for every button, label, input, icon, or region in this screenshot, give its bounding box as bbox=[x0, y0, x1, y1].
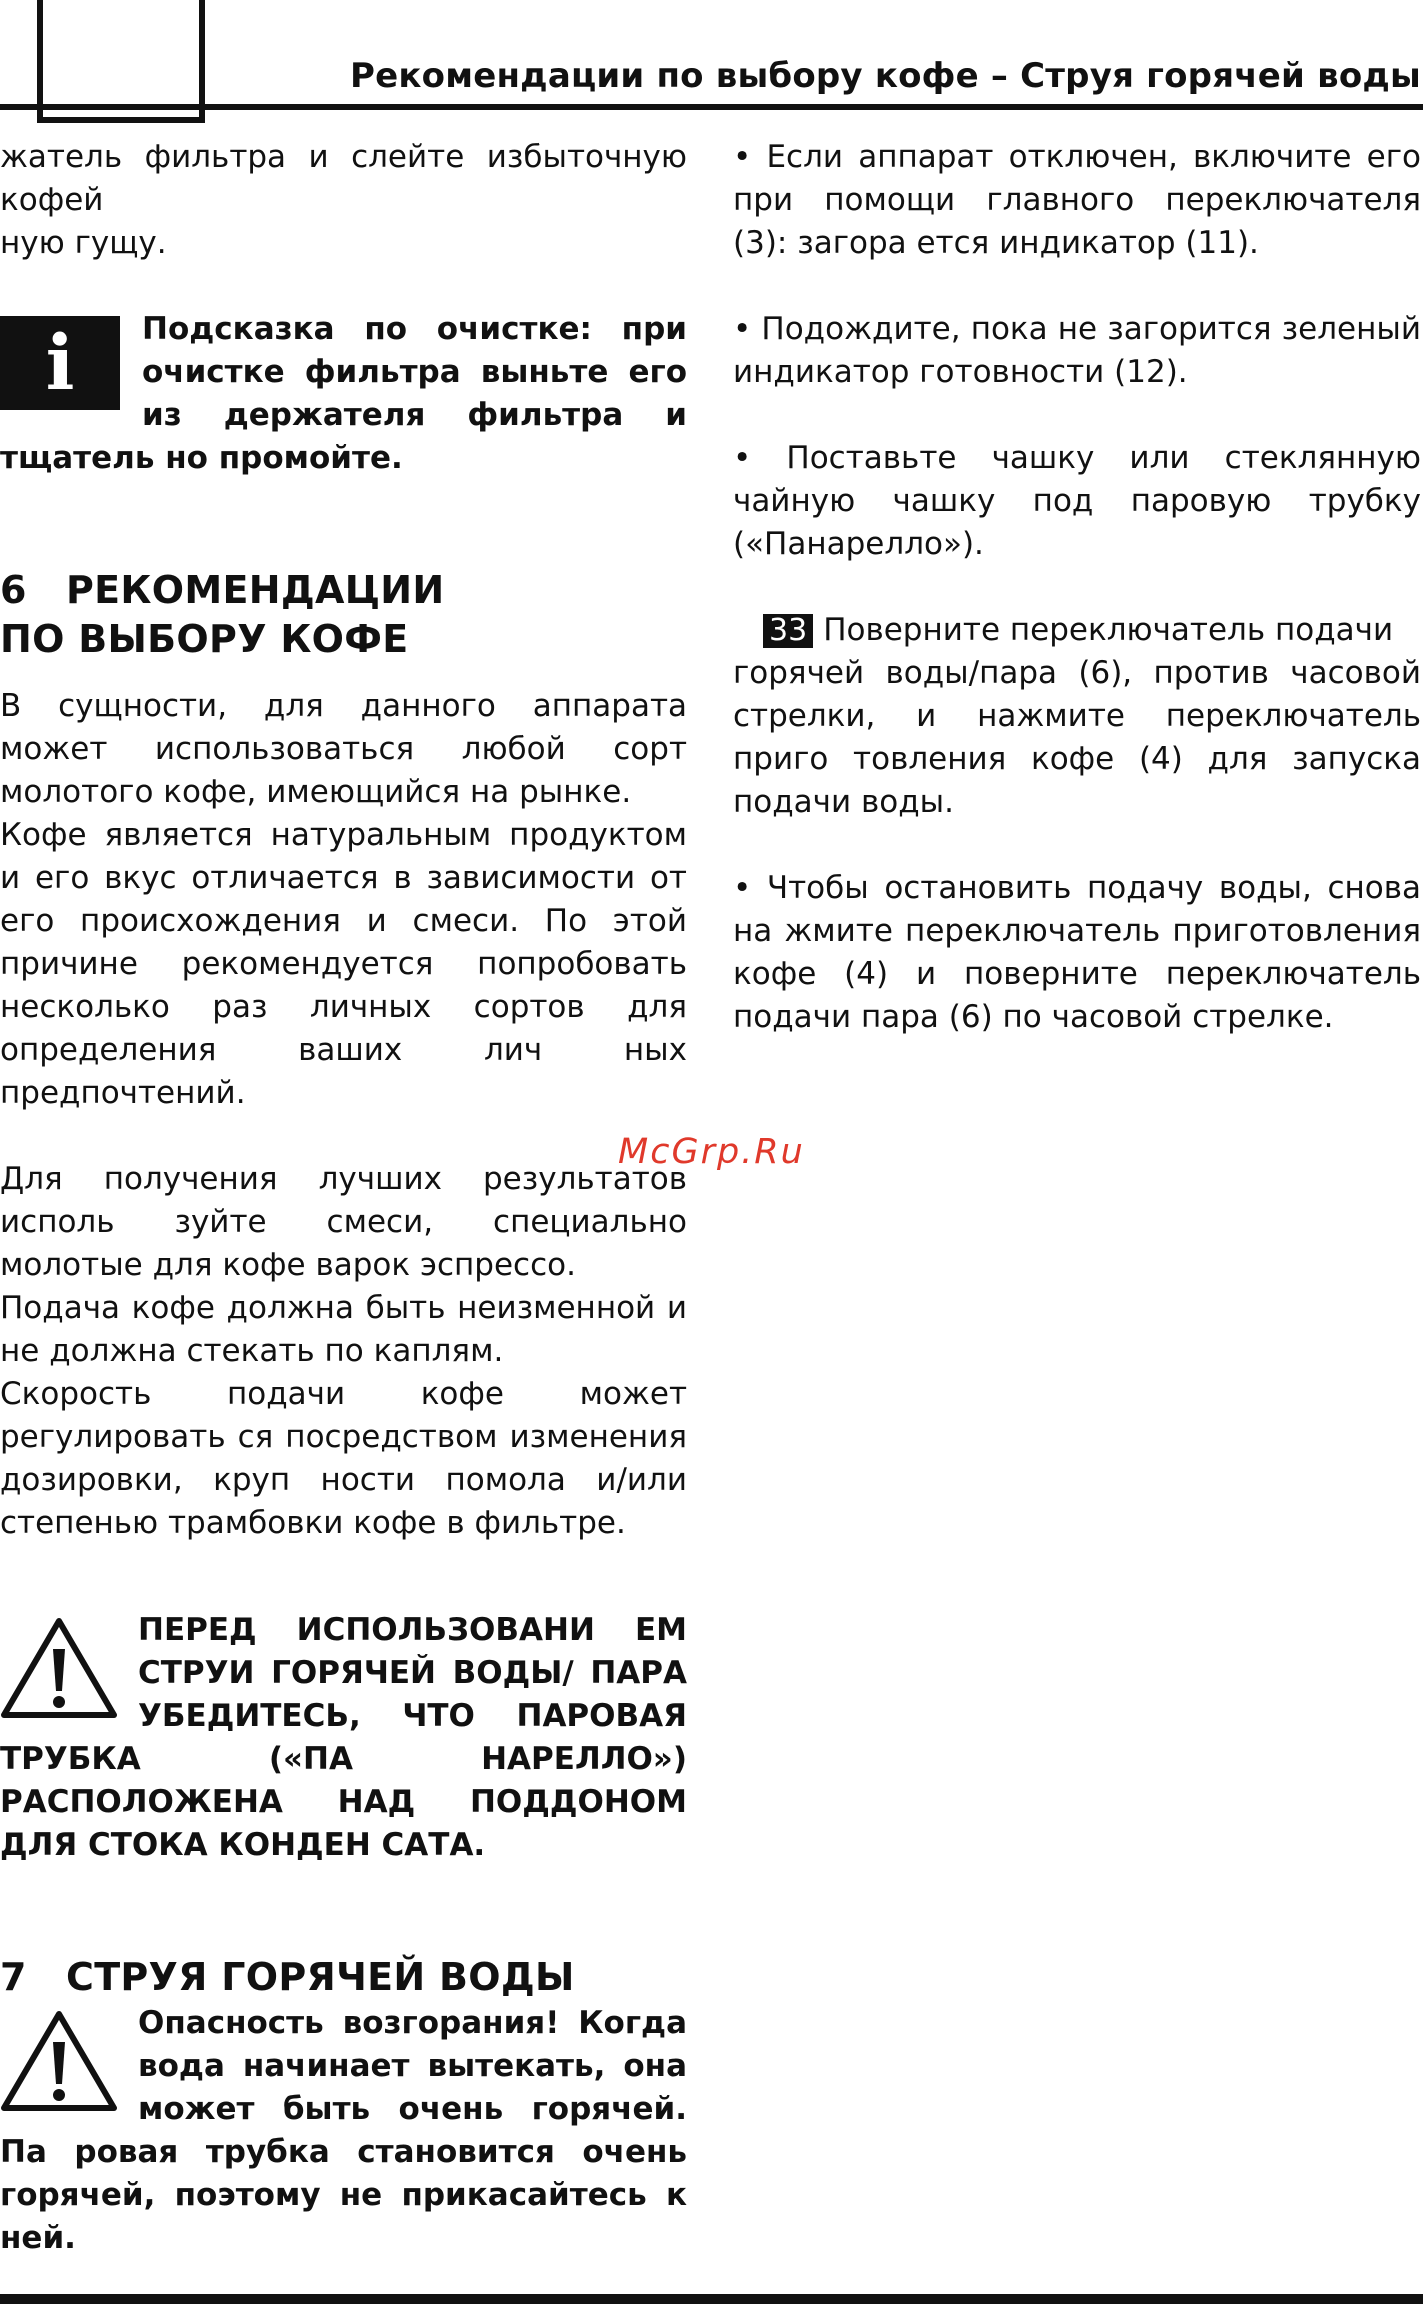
warning-notice-2 bbox=[0, 2002, 687, 2260]
tip-text: Подсказка по очистке: при очистке фильтра выньте его из держателя фильтра и тщатель но промойте. bbox=[0, 311, 687, 476]
step-number-badge: 33 bbox=[763, 614, 813, 648]
step-33-rest: горячей воды/пара (6), против часовой стрелки, и нажмите переключатель приго товления кофе (4) для запуска подачи воды. bbox=[733, 655, 1421, 820]
paragraph-5: Скорость подачи кофе может регулировать ся посредством изменения дозировки, круп ности помола и/или степенью трамбовки кофе в фильтре. bbox=[0, 1376, 687, 1541]
warning-triangle-icon bbox=[0, 2008, 118, 2112]
warning-notice-1 bbox=[0, 1609, 687, 1867]
paragraph-3: Для получения лучших результатов исполь зуйте смеси, специально молотые для кофе варок эспрессо. bbox=[0, 1161, 687, 1283]
left-column bbox=[0, 136, 687, 2260]
section-6-title-line2: ПО ВЫБОРУ КОФЕ bbox=[0, 617, 409, 661]
section-6-number: 6 bbox=[0, 568, 27, 612]
bullet-item-2: • Подождите, пока не загорится зеленый индикатор готовности (12). bbox=[733, 311, 1421, 390]
section-6-title-line1: РЕКОМЕНДАЦИИ bbox=[66, 568, 445, 612]
bullet-item-1: • Если аппарат отключен, включите его при помощи главного переключателя (3): загора ется индикатор (11). bbox=[733, 139, 1421, 261]
section-6-heading bbox=[0, 566, 687, 664]
step-33 bbox=[733, 609, 1421, 824]
paragraph-1: В сущности, для данного аппарата может использоваться любой сорт молотого кофе, имеющийся на рынке. bbox=[0, 688, 687, 810]
step-33-line1: Поверните переключатель подачи bbox=[823, 612, 1394, 648]
header-rule bbox=[0, 104, 1423, 110]
section-7-heading bbox=[0, 1953, 687, 2002]
bullet-item-3: • Поставьте чашку или стеклянную чайную чашку под паровую трубку («Панарелло»). bbox=[733, 440, 1421, 562]
watermark: McGrp.Ru bbox=[618, 1132, 805, 1172]
right-column bbox=[733, 136, 1421, 1039]
paragraph-2: Кофе является натуральным продуктом и его вкус отличается в зависимости от его происхождения и смеси. По этой причине рекомендуется попробовать несколько раз личных сортов для определения ваших лич ных предпочтений. bbox=[0, 817, 687, 1111]
page-header-title: Рекомендации по выбору кофе – Струя горячей воды bbox=[350, 56, 1421, 96]
section-7-number: 7 bbox=[0, 1955, 27, 1999]
info-icon-glyph: i bbox=[45, 318, 75, 407]
paragraph-4: Подача кофе должна быть неизменной и не должна стекать по каплям. bbox=[0, 1290, 687, 1369]
warning-triangle-icon bbox=[0, 1615, 118, 1719]
footer-rule bbox=[0, 2294, 1423, 2304]
bullet-item-4: • Чтобы остановить подачу воды, снова на жмите переключатель приготовления кофе (4) и поверните переключатель подачи пара (6) по часовой стрелке. bbox=[733, 870, 1421, 1035]
warning-text-1: ПЕРЕД ИСПОЛЬЗОВАНИ ЕМ СТРУИ ГОРЯЧЕЙ ВОДЫ/ ПАРА УБЕДИТЕСЬ, ЧТО ПАРОВАЯ ТРУБКА («ПА НАРЕЛЛО») РАСПОЛОЖЕНА НАД ПОДДОНОМ ДЛЯ СТОКА КОНДЕН САТА. bbox=[0, 1612, 687, 1863]
intro-line-1: жатель фильтра и слейте избыточную кофей bbox=[0, 139, 687, 218]
tip-notice bbox=[0, 308, 687, 480]
intro-line-2: ную гущу. bbox=[0, 225, 167, 261]
warning-text-2: Опасность возгорания! Когда вода начинает вытекать, она может быть очень горячей. Па ровая трубка становится очень горячей, поэтому не прикасайтесь к ней. bbox=[0, 2005, 687, 2256]
info-icon bbox=[0, 316, 120, 410]
section-7-title: СТРУЯ ГОРЯЧЕЙ ВОДЫ bbox=[66, 1955, 575, 1999]
